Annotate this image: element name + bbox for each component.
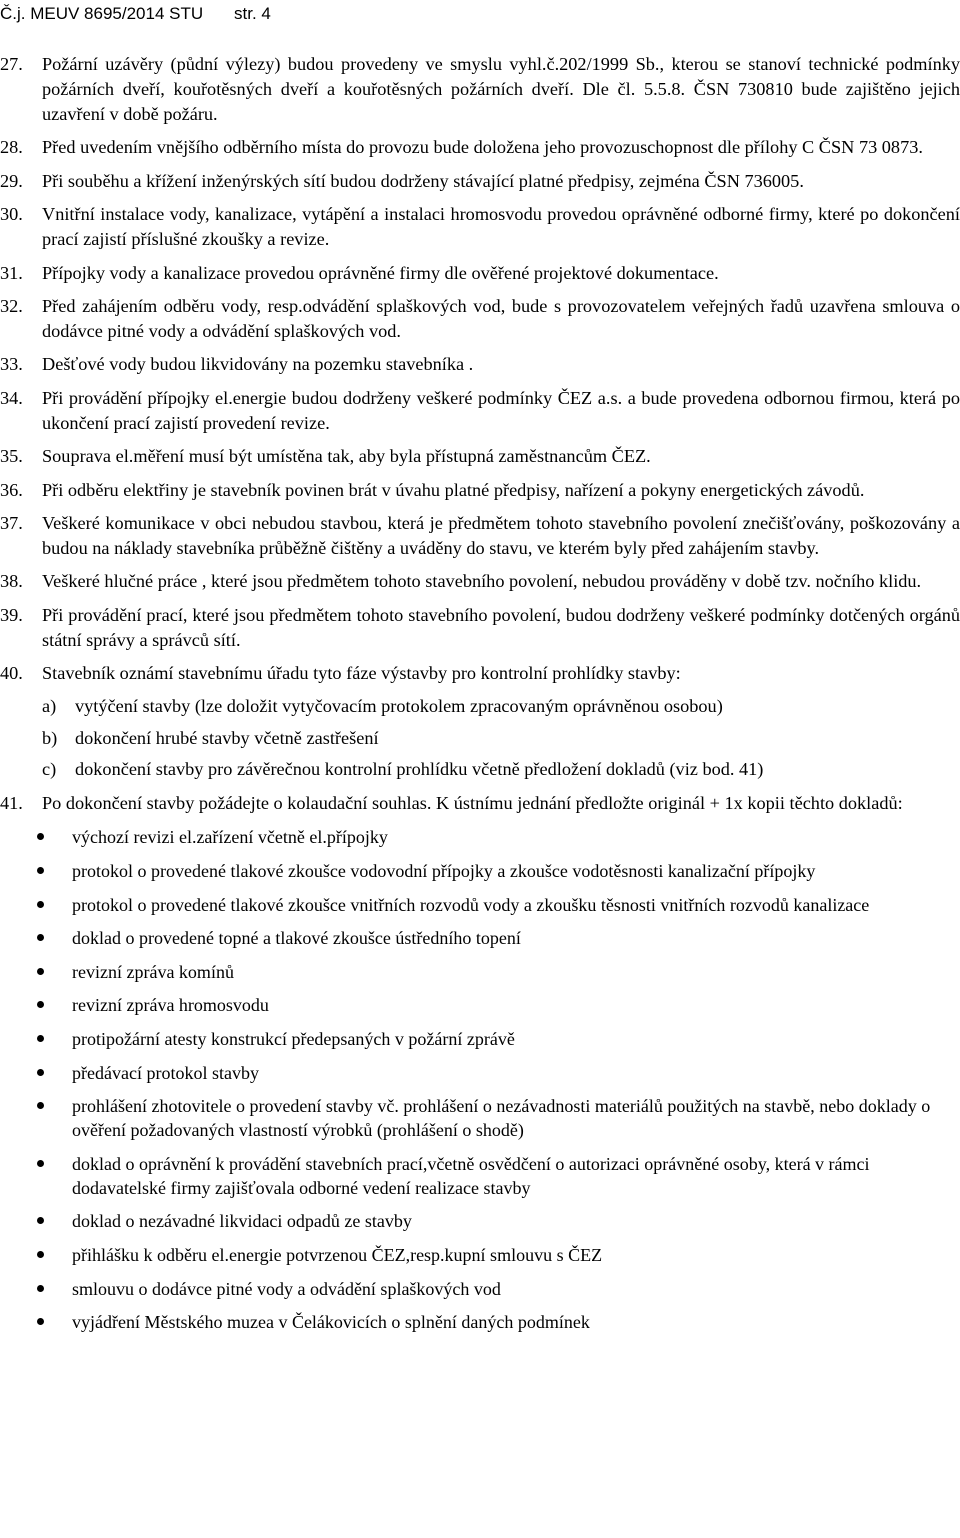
item-text: Před uvedením vnějšího odběrního místa do provozu bude doložena jeho provozuschopnost dle přílohy C ČSN 73 0873. [42, 137, 923, 158]
conditions-list [0, 52, 960, 1344]
bullet-text: protokol o provedené tlakové zkoušce vnitřních rozvodů vody a zkoušku těsnosti vnitřních rozvodů kanalizace [72, 894, 870, 915]
item-text: Při provádění přípojky el.energie budou dodrženy veškeré podmínky ČEZ a.s. a bude provedena odbornou firmou, která po ukončení prací zajistí provedení revize. [42, 387, 960, 433]
item-number: 34. [0, 387, 23, 408]
bullet-text: smlouvu o dodávce pitné vody a odvádění splaškových vod [72, 1278, 501, 1299]
page-header [0, 4, 271, 24]
item-number: 36. [0, 479, 23, 500]
item-text: Vnitřní instalace vody, kanalizace, vytápění a instalaci hromosvodu provedou oprávněné odborné firmy, které po dokončení prací zajistí příslušné zkoušky a revize. [42, 204, 960, 250]
bullet-icon [37, 1069, 44, 1076]
item-number: 35. [0, 446, 23, 467]
bullet-icon [37, 901, 44, 908]
bullet-icon [37, 1102, 44, 1109]
bullet-text: doklad o oprávnění k provádění stavebních prací,včetně osvědčení o autorizaci oprávněné osoby, která v rámci dodavatelské firmy zajišťovala odborné vedení realizace stavby [72, 1153, 870, 1198]
bullet-item [0, 1310, 960, 1334]
bullet-icon [37, 833, 44, 840]
bullet-icon [37, 1217, 44, 1224]
item-text: Dešťové vody budou likvidovány na pozemku stavebníka . [42, 354, 474, 375]
subitem-letter: c) [42, 759, 57, 780]
item-number: 30. [0, 204, 23, 225]
subitem-text: vytýčení stavby (lze doložit vytyčovacím protokolem zpracovaným oprávněnou osobou) [75, 696, 723, 717]
page-number: str. 4 [234, 4, 271, 23]
item-number: 27. [0, 54, 23, 74]
subitem-letter: b) [42, 727, 58, 748]
bullet-icon [37, 1285, 44, 1292]
item-number: 31. [0, 262, 23, 283]
subitem-letter: a) [42, 696, 57, 717]
bullet-text: doklad o nezávadné likvidaci odpadů ze stavby [72, 1211, 412, 1232]
bullet-item [0, 1061, 960, 1085]
bullet-icon [37, 867, 44, 874]
bullet-text: výchozí revizi el.zařízení včetně el.přípojky [72, 827, 388, 848]
bullet-item [0, 1152, 960, 1200]
bullet-text: prohlášení zhotovitele o provedení stavby vč. prohlášení o nezávadnosti materiálů použitých na stavbě, nebo doklady o ověření požadovaných vlastností výrobků (prohlášení o shodě) [72, 1096, 931, 1141]
item-text: Při provádění prací, které jsou předmětem tohoto stavebního povolení, budou dodrženy veškeré podmínky dotčených orgánů státní správy a správců sítí. [42, 604, 960, 650]
item-number: 28. [0, 137, 23, 158]
subitem-text: dokončení hrubé stavby včetně zastřešení [75, 727, 379, 748]
bullet-item [0, 926, 960, 950]
list-item-inspections [0, 661, 960, 686]
bullet-item [0, 1027, 960, 1051]
bullet-item [0, 825, 960, 849]
bullet-icon [37, 1251, 44, 1258]
bullet-item [0, 893, 960, 917]
item-number: 33. [0, 354, 23, 375]
item-number: 39. [0, 604, 23, 625]
bullet-text: předávací protokol stavby [72, 1062, 259, 1083]
item-number: 29. [0, 170, 23, 191]
bullet-icon [37, 934, 44, 941]
bullet-item [0, 1243, 960, 1267]
bullet-text: přihlášku k odběru el.energie potvrzenou ČEZ,resp.kupní smlouvu s ČEZ [72, 1245, 603, 1265]
item-text: Souprava el.měření musí být umístěna tak, aby byla přístupná zaměstnancům ČEZ. [42, 446, 651, 467]
documents-bullet-list [0, 825, 960, 1334]
list-item [0, 135, 960, 160]
item-text: Při souběhu a křížení inženýrských sítí budou dodrženy stávající platné předpisy, zejména ČSN 736005. [42, 170, 804, 191]
subitem [0, 757, 960, 782]
bullet-text: revizní zpráva komínů [72, 961, 234, 982]
item-text: Před zahájením odběru vody, resp.odvádění splaškových vod, bude s provozovatelem veřejných řadů uzavřena smlouva o dodávce pitné vody a odvádění splaškových vod. [42, 295, 960, 341]
bullet-item [0, 993, 960, 1017]
bullet-text: revizní zpráva hromosvodu [72, 995, 269, 1016]
bullet-text: doklad o provedené topné a tlakové zkoušce ústředního topení [72, 928, 521, 949]
item-text: Veškeré hlučné práce , které jsou předmětem tohoto stavebního povolení, nebudou prováděny v době tzv. nočního klidu. [42, 571, 922, 592]
item-text: Po dokončení stavby požádejte o kolaudační souhlas. K ústnímu jednání předložte originál + 1x kopii těchto dokladů: [42, 793, 903, 814]
item-text: Veškeré komunikace v obci nebudou stavbou, která je předmětem tohoto stavebního povolení znečišťovány, poškozovány a budou na náklady stavebníka průběžně čištěny a uváděny do stavu, ve kterém byly před zahájením stavby. [42, 512, 960, 558]
bullet-item [0, 859, 960, 883]
bullet-item [0, 1094, 960, 1142]
list-item-documents [0, 791, 960, 816]
bullet-item [0, 1277, 960, 1301]
item-number: 40. [0, 663, 23, 684]
item-text: Stavebník oznámí stavebnímu úřadu tyto fáze výstavby pro kontrolní prohlídky stavby: [42, 663, 681, 684]
bullet-item [0, 1209, 960, 1233]
list-item [0, 261, 960, 286]
subitem-text: dokončení stavby pro závěrečnou kontrolní prohlídku včetně předložení dokladů (viz bod. 41) [75, 759, 764, 780]
list-item [0, 52, 960, 127]
list-item [0, 511, 960, 561]
list-item [0, 202, 960, 252]
list-item [0, 169, 960, 194]
item-text: Přípojky vody a kanalizace provedou oprávněné firmy dle ověřené projektové dokumentace. [42, 262, 719, 283]
bullet-icon [37, 1035, 44, 1042]
subitem [0, 726, 960, 751]
item-number: 38. [0, 571, 23, 592]
item-text: Požární uzávěry (půdní výlezy) budou provedeny ve smyslu vyhl.č.202/1999 Sb., kterou se stanoví technické podmínky požárních dveří, kouřotěsných dveří a kouřotěsných požárních dveří. Dle čl. 5.5.8. ČSN 730810 bude zajištěno jejich uzavření v době požáru. [42, 54, 960, 124]
list-item [0, 386, 960, 436]
bullet-text: protokol o provedené tlakové zkoušce vodovodní přípojky a zkoušce vodotěsnosti kanalizační přípojky [72, 861, 816, 882]
bullet-item [0, 960, 960, 984]
bullet-text: vyjádření Městského muzea v Čelákovicích o splnění daných podmínek [72, 1312, 590, 1333]
list-item [0, 478, 960, 503]
list-item [0, 444, 960, 469]
item-number: 37. [0, 512, 23, 533]
bullet-icon [37, 1160, 44, 1167]
bullet-text: protipožární atesty konstrukcí předepsaných v požární zprávě [72, 1029, 515, 1050]
item-number: 41. [0, 793, 23, 814]
subitem [0, 694, 960, 719]
item-number: 32. [0, 295, 23, 316]
list-item [0, 352, 960, 377]
list-item [0, 569, 960, 594]
document-reference: Č.j. MEUV 8695/2014 STU [0, 4, 204, 23]
list-item [0, 294, 960, 344]
bullet-icon [37, 1001, 44, 1008]
bullet-icon [37, 1318, 44, 1325]
item-text: Při odběru elektřiny je stavebník povinen brát v úvahu platné předpisy, nařízení a pokyny energetických závodů. [42, 479, 865, 500]
bullet-icon [37, 968, 44, 975]
list-item [0, 603, 960, 653]
